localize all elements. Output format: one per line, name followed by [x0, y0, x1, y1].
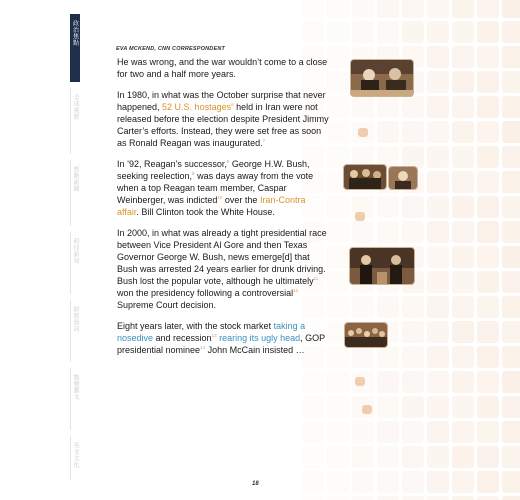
- mosaic-tile: [327, 21, 349, 43]
- mosaic-tile: [402, 421, 424, 443]
- mosaic-tile: [502, 0, 520, 18]
- mosaic-tile: [402, 371, 424, 393]
- mosaic-tile: [352, 346, 374, 368]
- photo-crowd-rally: [345, 323, 387, 347]
- mosaic-tile: [477, 446, 499, 468]
- text-run: . Bill Clinton took the White House.: [136, 207, 275, 217]
- mosaic-tile: [452, 346, 474, 368]
- phrase-highlight[interactable]: taking a nosedive: [117, 321, 306, 343]
- mosaic-tile: [352, 421, 374, 443]
- text-run: In 1980, in what was the October surprise that never happened,: [117, 90, 326, 112]
- mosaic-tile: [477, 171, 499, 193]
- mosaic-tile: [502, 221, 520, 243]
- mosaic-tile: [427, 321, 449, 343]
- mosaic-tile: [402, 346, 424, 368]
- mosaic-tile: [502, 446, 520, 468]
- mosaic-tile: [302, 496, 324, 500]
- mosaic-tile: [427, 246, 449, 268]
- footnote-marker[interactable]: 12: [293, 288, 299, 293]
- mosaic-tile: [327, 296, 349, 318]
- mosaic-tile: [427, 196, 449, 218]
- text-run: George H.W. Bush, seeking reelection,: [117, 159, 310, 181]
- mosaic-tile: [452, 171, 474, 193]
- mosaic-tile: [402, 196, 424, 218]
- section-tab-politics[interactable]: 政治焦點: [70, 14, 80, 82]
- mosaic-tile: [402, 396, 424, 418]
- mosaic-tile: [327, 71, 349, 93]
- mosaic-tile: [377, 0, 399, 18]
- mosaic-tile: [427, 171, 449, 193]
- mosaic-tile: [502, 46, 520, 68]
- text-run: In ’92, Reagan’s successor,: [117, 159, 227, 169]
- mosaic-tile: [402, 146, 424, 168]
- mosaic-tile: [327, 496, 349, 500]
- text-run: and recession: [153, 333, 212, 343]
- mosaic-tile: [452, 271, 474, 293]
- mosaic-tile: [427, 221, 449, 243]
- mosaic-tile: [502, 21, 520, 43]
- footnote-marker[interactable]: 13: [211, 333, 217, 338]
- mosaic-tile: [327, 271, 349, 293]
- mosaic-tile: [402, 321, 424, 343]
- mosaic-tile: [427, 296, 449, 318]
- mosaic-tile: [327, 46, 349, 68]
- mosaic-tile: [427, 0, 449, 18]
- mosaic-tile: [302, 471, 324, 493]
- mosaic-tile: [477, 71, 499, 93]
- mosaic-tile: [477, 96, 499, 118]
- mosaic-tile: [427, 146, 449, 168]
- mosaic-tile: [427, 496, 449, 500]
- footnote-marker[interactable]: 7: [262, 138, 266, 143]
- mosaic-tile: [327, 396, 349, 418]
- article-body: [117, 56, 329, 365]
- mosaic-tile: [402, 21, 424, 43]
- mosaic-tile: [302, 446, 324, 468]
- mosaic-tile: [452, 146, 474, 168]
- text-run: Eight years later, with the stock market: [117, 321, 274, 331]
- photo-press-group: [344, 165, 386, 189]
- mosaic-tile: [452, 371, 474, 393]
- mosaic-tile: [427, 396, 449, 418]
- mosaic-tile: [377, 21, 399, 43]
- mosaic-tile: [477, 471, 499, 493]
- footnote-marker[interactable]: 9: [192, 171, 195, 176]
- photo-officials-at-desk: [351, 60, 413, 96]
- mosaic-tile: [352, 221, 374, 243]
- mosaic-tile: [477, 21, 499, 43]
- mosaic-tile: [502, 371, 520, 393]
- mosaic-tile: [402, 296, 424, 318]
- mosaic-tile: [427, 271, 449, 293]
- mosaic-tile: [352, 496, 374, 500]
- section-tab-entertainment[interactable]: 娛樂藝文: [70, 368, 80, 430]
- mosaic-tile: [377, 396, 399, 418]
- mosaic-tile: [502, 421, 520, 443]
- mosaic-tile: [452, 496, 474, 500]
- text-run: He was wrong, and the war wouldn’t come to a close for two and a half more years.: [117, 57, 328, 79]
- mosaic-tile: [477, 371, 499, 393]
- mosaic-tile: [377, 471, 399, 493]
- mosaic-tile: [452, 446, 474, 468]
- mosaic-tile: [377, 121, 399, 143]
- byline: EVA MCKEND, CNN CORRESPONDENT: [116, 46, 226, 52]
- mosaic-tile: [427, 96, 449, 118]
- mosaic-tile: [452, 121, 474, 143]
- article-paragraph: [117, 227, 329, 311]
- mosaic-tile: [477, 246, 499, 268]
- mosaic-tile: [327, 446, 349, 468]
- text-run: over the: [222, 195, 260, 205]
- mosaic-tile: [452, 221, 474, 243]
- mosaic-tile: [352, 296, 374, 318]
- mosaic-tile: [327, 121, 349, 143]
- mosaic-tile: [502, 196, 520, 218]
- mosaic-tile: [502, 346, 520, 368]
- text-run: John McCain insisted …: [205, 345, 305, 355]
- text-run: held in Iran were not released before the election despite President Jimmy Carter’s efforts. Instead, they were set free as soon as Ronald Reagan was inaugurated.: [117, 102, 329, 148]
- mosaic-tile: [477, 0, 499, 18]
- mosaic-tile: [477, 496, 499, 500]
- text-run: Supreme Court decision.: [117, 300, 217, 310]
- mosaic-tile: [452, 296, 474, 318]
- footnote-marker[interactable]: 14: [200, 345, 206, 350]
- mosaic-tile: [377, 421, 399, 443]
- mosaic-tile: [302, 21, 324, 43]
- mosaic-tile: [352, 471, 374, 493]
- mosaic-tile: [477, 396, 499, 418]
- mosaic-tile: [327, 221, 349, 243]
- accent-tile: [358, 128, 368, 137]
- section-tab-global[interactable]: 全球視野: [70, 88, 80, 154]
- mosaic-tile: [327, 346, 349, 368]
- mosaic-tile: [377, 296, 399, 318]
- mosaic-tile: [452, 46, 474, 68]
- mosaic-tile: [377, 446, 399, 468]
- mosaic-tile: [377, 96, 399, 118]
- photo-debate-stage: [350, 248, 414, 284]
- mosaic-tile: [477, 121, 499, 143]
- mosaic-tile: [427, 446, 449, 468]
- mosaic-tile: [352, 96, 374, 118]
- mosaic-tile: [502, 271, 520, 293]
- mosaic-tile: [502, 321, 520, 343]
- text-run: was days away from the vote when a top Reagan team member, Caspar Weinberger, was indicted: [117, 171, 314, 205]
- mosaic-tile: [452, 71, 474, 93]
- mosaic-tile: [327, 471, 349, 493]
- mosaic-tile: [452, 21, 474, 43]
- mosaic-tile: [302, 371, 324, 393]
- mosaic-tile: [327, 0, 349, 18]
- mosaic-tile: [352, 446, 374, 468]
- mosaic-tile: [502, 496, 520, 500]
- footnote-marker[interactable]: 10: [217, 195, 223, 200]
- section-tab-english-culture[interactable]: 英文文化: [70, 436, 80, 480]
- accent-tile: [355, 377, 365, 386]
- mosaic-tile: [502, 296, 520, 318]
- mosaic-tile: [452, 196, 474, 218]
- article-paragraph: [117, 320, 329, 356]
- vocab-highlight[interactable]: Iran-Contra affair: [117, 195, 306, 217]
- mosaic-tile: [477, 46, 499, 68]
- mosaic-tile: [502, 96, 520, 118]
- accent-tile: [362, 405, 372, 414]
- mosaic-tile: [502, 246, 520, 268]
- mosaic-tile: [502, 121, 520, 143]
- mosaic-tile: [477, 421, 499, 443]
- mosaic-tile: [402, 0, 424, 18]
- section-tab-tech[interactable]: 科技新知: [70, 232, 80, 294]
- mosaic-tile: [452, 471, 474, 493]
- mosaic-tile: [502, 171, 520, 193]
- mosaic-tile: [377, 496, 399, 500]
- mosaic-tile: [377, 196, 399, 218]
- mosaic-tile: [352, 0, 374, 18]
- mosaic-tile: [402, 471, 424, 493]
- mosaic-tile: [377, 221, 399, 243]
- mosaic-tile: [327, 371, 349, 393]
- vocab-highlight[interactable]: 52 U.S. hostages: [162, 102, 232, 112]
- mosaic-tile: [477, 146, 499, 168]
- mosaic-tile: [352, 21, 374, 43]
- mosaic-tile: [377, 346, 399, 368]
- mosaic-tile: [477, 196, 499, 218]
- mosaic-tile: [477, 221, 499, 243]
- mosaic-tile: [402, 121, 424, 143]
- mosaic-tile: [402, 96, 424, 118]
- mosaic-tile: [502, 71, 520, 93]
- mosaic-tile: [452, 421, 474, 443]
- article-paragraph: [117, 89, 329, 149]
- mosaic-tile: [427, 121, 449, 143]
- mosaic-tile: [327, 196, 349, 218]
- mosaic-tile: [427, 471, 449, 493]
- mosaic-tile: [452, 96, 474, 118]
- mosaic-tile: [302, 396, 324, 418]
- phrase-highlight[interactable]: rearing its ugly head: [219, 333, 301, 343]
- text-run: In 2000, in what was already a tight presidential race between Vice President Al Gore and then Texas Governor George W. Bush, news emerge[d] that Bush was arrested 24 years earlier for drunk driving. Bush lost the popular vote, although he ultimately: [117, 228, 327, 286]
- text-run: won the presidency following a controversial: [117, 288, 294, 298]
- mosaic-tile: [502, 396, 520, 418]
- mosaic-tile: [427, 421, 449, 443]
- mosaic-tile: [477, 296, 499, 318]
- text-run: , GOP presidential nominee: [117, 333, 326, 355]
- mosaic-tile: [302, 421, 324, 443]
- mosaic-tile: [477, 346, 499, 368]
- mosaic-tile: [452, 396, 474, 418]
- mosaic-tile: [427, 46, 449, 68]
- mosaic-tile: [477, 271, 499, 293]
- mosaic-tile: [377, 371, 399, 393]
- mosaic-tile: [427, 71, 449, 93]
- mosaic-tile: [427, 346, 449, 368]
- mosaic-tile: [402, 221, 424, 243]
- footnote-marker[interactable]: 6: [231, 102, 234, 107]
- mosaic-tile: [402, 446, 424, 468]
- article-paragraph: [117, 56, 329, 80]
- section-tab-headlines[interactable]: 焦點新聞: [70, 160, 80, 226]
- mosaic-tile: [302, 0, 324, 18]
- mosaic-tile: [452, 246, 474, 268]
- mosaic-tile: [477, 321, 499, 343]
- mosaic-tile: [452, 321, 474, 343]
- article-paragraph: [117, 158, 329, 218]
- mosaic-tile: [427, 21, 449, 43]
- mosaic-tile: [327, 421, 349, 443]
- mosaic-tile: [502, 471, 520, 493]
- footnote-marker[interactable]: 8: [226, 159, 230, 164]
- section-tab-column: [70, 14, 80, 480]
- mosaic-tile: [452, 0, 474, 18]
- mosaic-tile: [327, 246, 349, 268]
- mosaic-tile: [502, 146, 520, 168]
- mosaic-tile: [327, 96, 349, 118]
- mosaic-tile: [402, 496, 424, 500]
- accent-tile: [355, 212, 365, 221]
- footnote-marker[interactable]: 11: [313, 276, 319, 281]
- page-number: 18: [252, 481, 259, 487]
- photo-speaker-closeup: [389, 167, 417, 189]
- mosaic-tile: [427, 371, 449, 393]
- section-tab-finance[interactable]: 財經資訊: [70, 300, 80, 362]
